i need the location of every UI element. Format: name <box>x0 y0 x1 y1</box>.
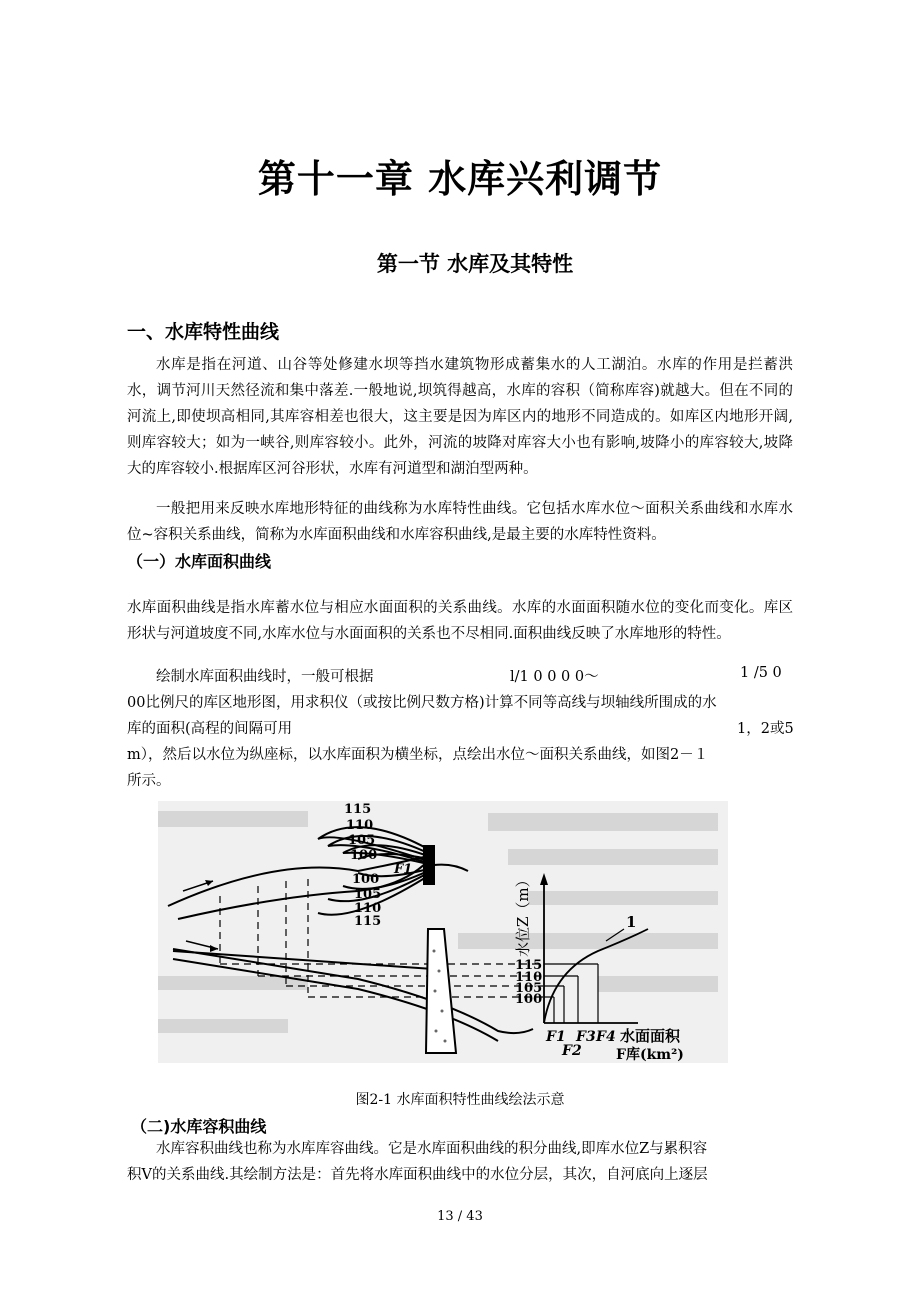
page-number: 13 / 43 <box>437 1209 483 1224</box>
paragraph-drawing-line5: 所示。 <box>127 773 171 789</box>
heading-volume-curve: （二)水库容积曲线 <box>131 1117 267 1136</box>
level-label-110: 110 <box>515 970 543 985</box>
level-label-105: 105 <box>515 981 543 996</box>
contour-label-bottom-110: 110 <box>354 901 382 916</box>
level-labels <box>515 958 542 1007</box>
curve-number-label: 1 <box>626 913 637 931</box>
x-tick-f3: F3 <box>576 1029 596 1045</box>
paragraph-characteristic-curves: 一般把用来反映水库地形特征的曲线称为水库特性曲线。它包括水库水位～面积关系曲线和水库水位~容积关系曲线，简称为水库面积曲线和水库容积曲线,是最主要的水库特性资料。 <box>127 501 793 543</box>
contour-label-top-115: 115 <box>344 802 372 817</box>
paragraph-drawing-line2: 00比例尺的库区地形图，用求积仪（或按比例尺数方格)计算不同等高线与坝轴线所围成的水 <box>127 695 717 711</box>
y-axis-label: 水位Z（m） <box>514 872 532 957</box>
contour-label-bottom-100: 100 <box>352 872 380 887</box>
paragraph-drawing-line3b: 1，2或5 <box>737 721 794 737</box>
chapter-title: 第十一章 水库兴利调节 <box>257 157 663 201</box>
contour-label-bottom-105: 105 <box>354 887 382 902</box>
f1-label: F1 <box>394 862 413 877</box>
dam-plan <box>424 846 434 884</box>
paragraph-drawing-line4: m），然后以水位为纵座标，以水库面积为横坐标，点绘出水位～面积关系曲线，如图2－１ <box>127 747 709 763</box>
paragraph-drawing-line1c: 1 /5 0 <box>740 665 782 681</box>
x-tick-f1: F1 <box>546 1029 566 1045</box>
paragraph-volume-line2: 积V的关系曲线.其绘制方法是：首先将水库面积曲线中的水位分层，其次，自河底向上逐层 <box>127 1167 708 1183</box>
contour-label-top-110: 110 <box>346 818 374 833</box>
heading-reservoir-curves: 一、水库特性曲线 <box>127 321 280 343</box>
heading-area-curve: （一）水库面积曲线 <box>127 552 272 571</box>
x-tick-f2: F2 <box>562 1043 582 1059</box>
paragraph-area-curve-def: 水库面积曲线是指水库蓄水位与相应水面面积的关系曲线。水库的水面面积随水位的变化而变化。库区形状与河道坡度不同,水库水位与水面面积的关系也不尽相同.面积曲线反映了水库地形的特性。 <box>127 600 793 642</box>
figure-area-curve-diagram <box>158 801 728 1063</box>
paragraph-reservoir-intro: 水库是指在河道、山谷等处修建水坝等挡水建筑物形成蓄集水的人工湖泊。水库的作用是拦蓄洪水，调节河川天然径流和集中落差.一般地说,坝筑得越高，水库的容积（简称库容)就越大。但在不同的河流上,即使坝高相同,其库容相差也很大，这主要是因为库区内的地形不同造成的。如库区内地形开阔,则库容较大；如为一峡谷,则库容较小。此外，河流的坡降对库容大小也有影响,坡降小的库容较大,坡降大的库容较小.根据库区河谷形状，水库有河道型和湖泊型两种。 <box>127 357 793 477</box>
contour-label-top-100: 100 <box>350 848 378 863</box>
figure-caption: 图2-1 水库面积特性曲线绘法示意 <box>355 1092 565 1108</box>
section-title: 第一节 水库及其特性 <box>376 252 574 276</box>
paragraph-drawing-line1b: l/1 0 0 0 0～ <box>510 669 599 685</box>
level-label-100: 100 <box>515 992 543 1007</box>
paragraph-drawing-line3a: 库的面积(高程的间隔可用 <box>127 721 293 737</box>
level-label-115: 115 <box>515 958 543 973</box>
contour-label-bottom-115: 115 <box>354 914 382 929</box>
contour-label-top-105: 105 <box>348 833 376 848</box>
x-tick-f4: F4 <box>596 1029 616 1045</box>
paragraph-volume-line1: 水库容积曲线也称为水库库容曲线。它是水库面积曲线的积分曲线,即库水位Z与累积容 <box>156 1141 708 1157</box>
x-axis-label: 水面面积 <box>620 1027 681 1045</box>
x-axis-unit: F库(km²) <box>616 1047 684 1063</box>
paragraph-drawing-line1a: 绘制水库面积曲线时，一般可根据 <box>156 669 374 685</box>
